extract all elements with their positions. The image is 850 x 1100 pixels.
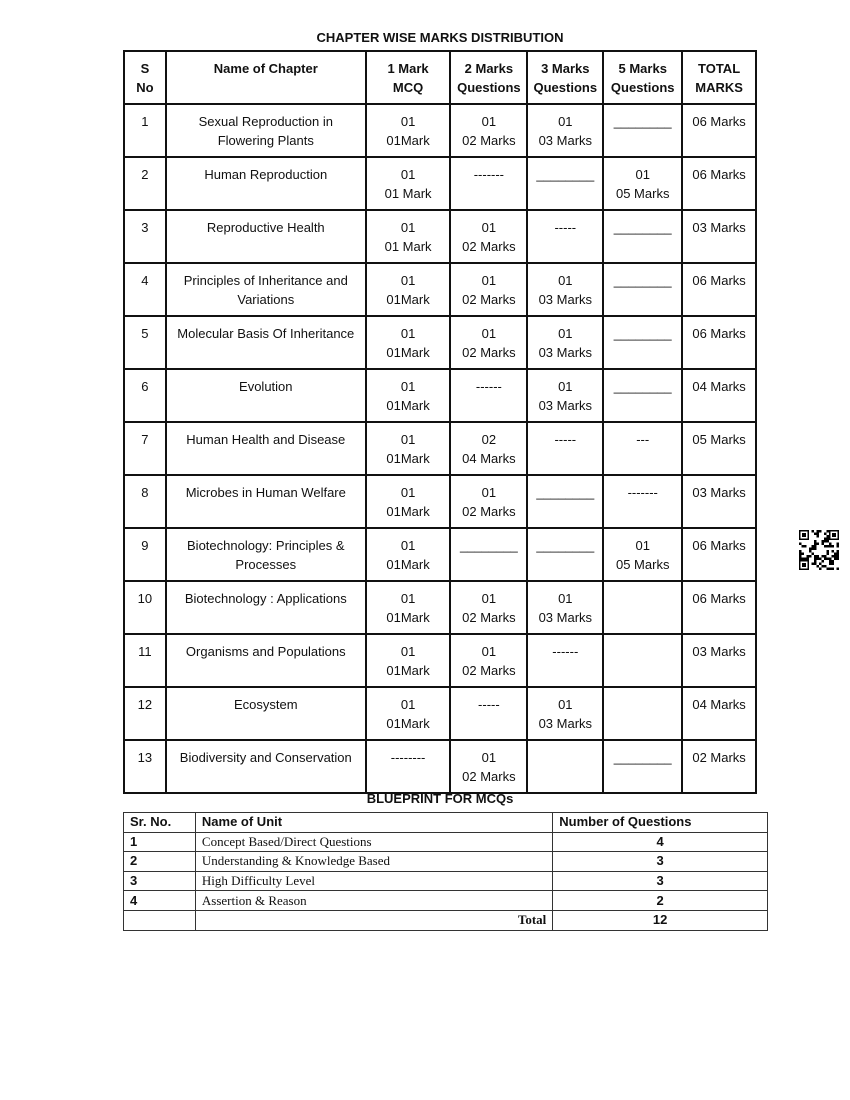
table-cell: 01 02 Marks <box>450 263 527 316</box>
header-cell: Number of Questions <box>553 813 768 833</box>
table-cell: 01 01 Mark <box>366 157 451 210</box>
table-cell: Concept Based/Direct Questions <box>195 832 552 852</box>
table-cell: 05 Marks <box>682 422 756 475</box>
table-row <box>124 634 756 687</box>
table-cell: Microbes in Human Welfare <box>166 475 366 528</box>
table-cell: Assertion & Reason <box>195 891 552 911</box>
table-cell: 2 <box>124 157 166 210</box>
table-cell: 01 01Mark <box>366 369 451 422</box>
table-cell: 4 <box>124 263 166 316</box>
table-cell: 3 <box>124 210 166 263</box>
table-cell: 02 Marks <box>682 740 756 793</box>
table-cell: 01 02 Marks <box>450 316 527 369</box>
table-cell: ----- <box>527 422 603 475</box>
table-cell: Principles of Inheritance and Variations <box>166 263 366 316</box>
table-row <box>124 528 756 581</box>
table-cell: 01 02 Marks <box>450 740 527 793</box>
table-cell: 01 02 Marks <box>450 104 527 157</box>
table-cell: 4 <box>553 832 768 852</box>
blueprint-row <box>124 832 768 852</box>
table-row <box>124 210 756 263</box>
table-cell: 03 Marks <box>682 475 756 528</box>
table-cell: 02 04 Marks <box>450 422 527 475</box>
table-cell: 01 02 Marks <box>450 634 527 687</box>
table-cell: ------ <box>527 634 603 687</box>
table-cell: 01 01Mark <box>366 104 451 157</box>
table-cell: 4 <box>124 891 196 911</box>
table-cell: 5 <box>124 316 166 369</box>
total-label: Total <box>195 910 552 930</box>
table-cell: 2 <box>553 891 768 911</box>
header-cell: 5 Marks Questions <box>603 51 682 104</box>
table-row <box>124 157 756 210</box>
table-cell: 01 03 Marks <box>527 369 603 422</box>
table-cell: 06 Marks <box>682 263 756 316</box>
table-cell: 01 01Mark <box>366 263 451 316</box>
table-cell: 01 01Mark <box>366 316 451 369</box>
header-cell: Sr. No. <box>124 813 196 833</box>
header-cell: 2 Marks Questions <box>450 51 527 104</box>
table-cell: ________ <box>450 528 527 581</box>
table-cell: 06 Marks <box>682 316 756 369</box>
blueprint-title: BLUEPRINT FOR MCQs <box>366 791 514 806</box>
table-row <box>124 422 756 475</box>
table-cell: Organisms and Populations <box>166 634 366 687</box>
chapter-marks-table <box>123 50 757 794</box>
table-row <box>124 687 756 740</box>
table-cell: ________ <box>603 369 682 422</box>
table-cell: 01 03 Marks <box>527 104 603 157</box>
table-cell: ________ <box>603 316 682 369</box>
table-cell: 01 03 Marks <box>527 316 603 369</box>
table-row <box>124 316 756 369</box>
table-cell: 6 <box>124 369 166 422</box>
table-cell: ________ <box>527 528 603 581</box>
qr-code-icon <box>799 530 839 570</box>
table-cell: -------- <box>366 740 451 793</box>
table-cell: Reproductive Health <box>166 210 366 263</box>
table-cell: Evolution <box>166 369 366 422</box>
table-cell: ________ <box>603 263 682 316</box>
table-cell: ________ <box>603 740 682 793</box>
table-cell: 01 01Mark <box>366 422 451 475</box>
blueprint-row <box>124 891 768 911</box>
table-cell: ________ <box>527 475 603 528</box>
table-cell: 06 Marks <box>682 157 756 210</box>
table-cell: --- <box>603 422 682 475</box>
table-cell: ------ <box>450 369 527 422</box>
table-cell: ------- <box>603 475 682 528</box>
empty-cell <box>124 910 196 930</box>
table-header-row <box>124 51 756 104</box>
table-cell: 12 <box>124 687 166 740</box>
table-cell: 13 <box>124 740 166 793</box>
table-cell: 03 Marks <box>682 210 756 263</box>
table-cell: 9 <box>124 528 166 581</box>
table-cell: 2 <box>124 852 196 872</box>
table-cell: ------- <box>450 157 527 210</box>
table-cell <box>527 740 603 793</box>
table-cell: 3 <box>124 871 196 891</box>
table-cell: 7 <box>124 422 166 475</box>
table-cell: 03 Marks <box>682 634 756 687</box>
table-cell: 01 01 Mark <box>366 210 451 263</box>
table-row <box>124 263 756 316</box>
table-cell: ________ <box>603 210 682 263</box>
table-cell: 10 <box>124 581 166 634</box>
table-cell: 01 03 Marks <box>527 581 603 634</box>
table-cell: Biotechnology : Applications <box>166 581 366 634</box>
table-cell: 01 03 Marks <box>527 263 603 316</box>
header-cell: S No <box>124 51 166 104</box>
table-cell: Understanding & Knowledge Based <box>195 852 552 872</box>
table-cell: Human Reproduction <box>166 157 366 210</box>
blueprint-table <box>123 812 768 931</box>
table-cell: 01 01Mark <box>366 634 451 687</box>
table-cell: 01 02 Marks <box>450 475 527 528</box>
chapter-table-title: CHAPTER WISE MARKS DISTRIBUTION <box>316 30 564 45</box>
table-row <box>124 740 756 793</box>
table-cell: 01 01Mark <box>366 475 451 528</box>
blueprint-row <box>124 852 768 872</box>
header-cell: 3 Marks Questions <box>527 51 603 104</box>
table-cell: 04 Marks <box>682 369 756 422</box>
blueprint-total-row <box>124 910 768 930</box>
table-cell: Biotechnology: Principles & Processes <box>166 528 366 581</box>
table-cell: 01 02 Marks <box>450 581 527 634</box>
table-cell: 3 <box>553 871 768 891</box>
header-cell: Name of Unit <box>195 813 552 833</box>
table-cell: 1 <box>124 832 196 852</box>
table-cell: 06 Marks <box>682 528 756 581</box>
table-cell <box>603 687 682 740</box>
table-row <box>124 475 756 528</box>
table-cell: 01 05 Marks <box>603 528 682 581</box>
table-row <box>124 104 756 157</box>
header-cell: TOTAL MARKS <box>682 51 756 104</box>
table-cell: Biodiversity and Conservation <box>166 740 366 793</box>
table-cell: 11 <box>124 634 166 687</box>
table-cell: 06 Marks <box>682 581 756 634</box>
total-value: 12 <box>553 910 768 930</box>
table-cell: 01 02 Marks <box>450 210 527 263</box>
table-cell: 01 01Mark <box>366 528 451 581</box>
table-cell: High Difficulty Level <box>195 871 552 891</box>
table-cell: ----- <box>527 210 603 263</box>
table-cell <box>603 634 682 687</box>
table-cell: Human Health and Disease <box>166 422 366 475</box>
table-cell: Ecosystem <box>166 687 366 740</box>
table-cell <box>603 581 682 634</box>
table-cell: Sexual Reproduction in Flowering Plants <box>166 104 366 157</box>
table-row <box>124 369 756 422</box>
table-cell: 3 <box>553 852 768 872</box>
table-cell: 01 01Mark <box>366 687 451 740</box>
table-cell: 01 01Mark <box>366 581 451 634</box>
header-cell: 1 Mark MCQ <box>366 51 451 104</box>
table-cell: 01 03 Marks <box>527 687 603 740</box>
header-cell: Name of Chapter <box>166 51 366 104</box>
blueprint-row <box>124 871 768 891</box>
table-cell: ________ <box>527 157 603 210</box>
table-row <box>124 581 756 634</box>
table-cell: ----- <box>450 687 527 740</box>
table-cell: Molecular Basis Of Inheritance <box>166 316 366 369</box>
table-cell: 06 Marks <box>682 104 756 157</box>
table-cell: 1 <box>124 104 166 157</box>
table-cell: 8 <box>124 475 166 528</box>
table-cell: 04 Marks <box>682 687 756 740</box>
blueprint-header-row <box>124 813 768 833</box>
table-cell: ________ <box>603 104 682 157</box>
table-cell: 01 05 Marks <box>603 157 682 210</box>
